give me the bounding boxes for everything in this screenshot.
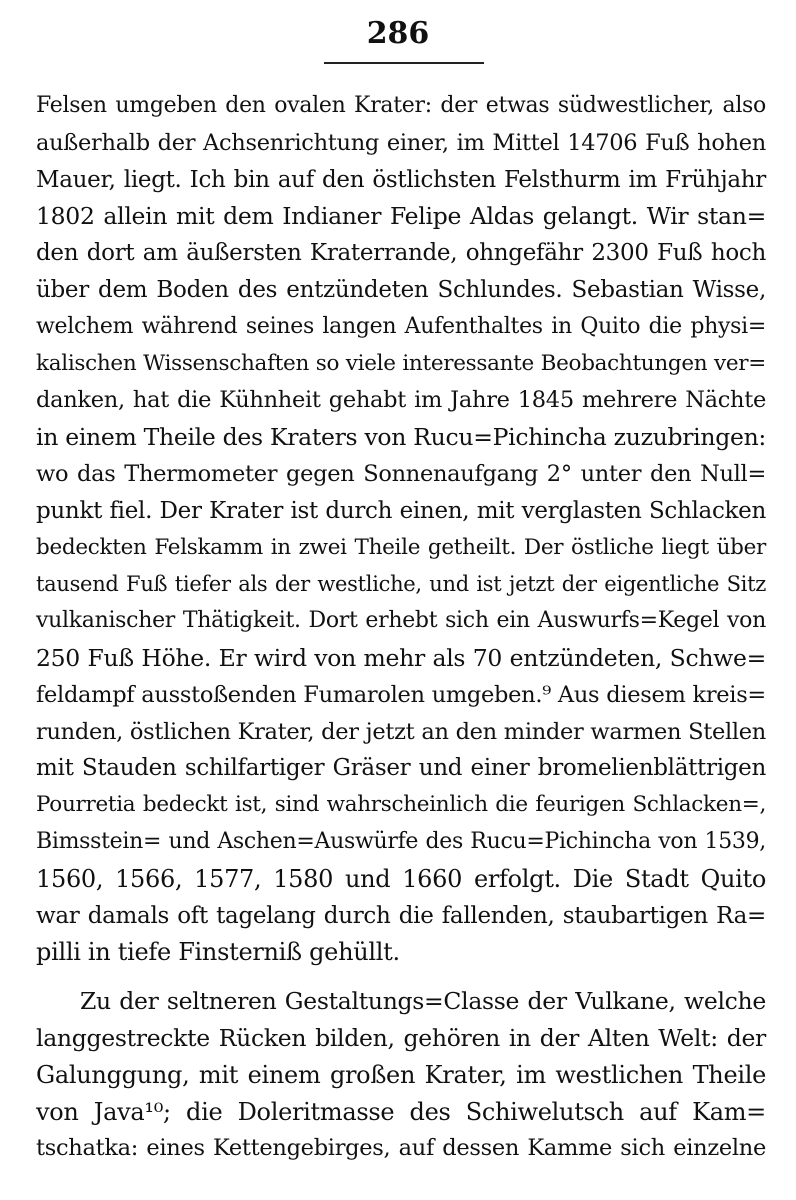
text-line: langgestreckte Rücken bilden, gehören in der Alten Welt: der <box>36 1023 766 1052</box>
text-line: runden, östlichen Krater, der jetzt an den minder warmen Stellen <box>36 718 766 745</box>
text-line: Bimsstein= und Aschen=Auswürfe des Rucu=Pichincha von 1539, <box>36 828 766 854</box>
paragraph-1 <box>36 88 766 971</box>
text-line: 1802 allein mit dem Indianer Felipe Aldas gelangt. Wir stan= <box>36 202 766 231</box>
text-line: in einem Theile des Kraters von Rucu=Pichincha zuzubringen: <box>36 423 767 452</box>
page-number: 286 <box>366 16 430 51</box>
text-line: danken, hat die Kühnheit gehabt im Jahre 1845 mehrere Nächte <box>36 387 766 414</box>
text-line: Galunggung, mit einem großen Krater, im westlichen Theile <box>36 1060 766 1089</box>
text-line: tschatka: eines Kettengebirges, auf dessen Kamme sich einzelne <box>36 1135 766 1162</box>
text-line: welchem während seines langen Aufenthaltes in Quito die physi= <box>36 313 766 339</box>
text-line: tausend Fuß tiefer als der westliche, und ist jetzt der eigentliche Sitz <box>36 572 766 597</box>
text-line: über dem Boden des entzündeten Schlundes. Sebastian Wisse, <box>36 276 766 303</box>
text-line: vulkanischer Thätigkeit. Dort erhebt sich ein Auswurfs=Kegel von <box>36 608 766 634</box>
text-line: pilli in tiefe Finsterniß gehüllt. <box>36 938 400 967</box>
text-line: Pourretia bedeckt ist, sind wahrscheinlich die feurigen Schlacken=, <box>36 792 766 818</box>
text-line: punkt fiel. Der Krater ist durch einen, mit verglasten Schlacken <box>36 497 766 524</box>
text-line: 1560, 1566, 1577, 1580 und 1660 erfolgt. Die Stadt Quito <box>36 864 766 893</box>
paragraph-gap <box>36 971 766 983</box>
paragraph-2 <box>36 983 766 1167</box>
text-line: außerhalb der Achsenrichtung einer, im Mittel 14706 Fuß hohen <box>36 129 766 156</box>
text-line: mit Stauden schilfartiger Gräser und einer bromelienblättrigen <box>36 755 766 782</box>
text-line: von Java¹⁰; die Doleritmasse des Schiwelutsch auf Kam= <box>36 1097 766 1126</box>
text-line: Felsen umgeben den ovalen Krater: der etwas südwestlicher, also <box>36 93 766 118</box>
text-line: Zu der seltneren Gestaltungs=Classe der Vulkane, welche <box>80 987 766 1016</box>
text-line: den dort am äußersten Kraterrande, ohngefähr 2300 Fuß hoch <box>36 240 766 267</box>
text-line: war damals oft tagelang durch die fallenden, staubartigen Ra= <box>36 902 766 929</box>
text-line: bedeckten Felskamm in zwei Theile getheilt. Der östliche liegt über <box>36 534 766 560</box>
text-line: wo das Thermometer gegen Sonnenaufgang 2° unter den Null= <box>36 460 766 487</box>
text-line: Mauer, liegt. Ich bin auf den östlichsten Felsthurm im Frühjahr <box>36 166 766 193</box>
text-line: 250 Fuß Höhe. Er wird von mehr als 70 entzündeten, Schwe= <box>36 643 766 672</box>
text-line: feldampf ausstoßenden Fumarolen umgeben.⁹ Aus diesem kreis= <box>36 681 766 708</box>
header-rule <box>324 62 484 64</box>
body-text <box>36 88 766 1167</box>
text-line: kalischen Wissenschaften so viele interessante Beobachtungen ver= <box>36 350 766 376</box>
